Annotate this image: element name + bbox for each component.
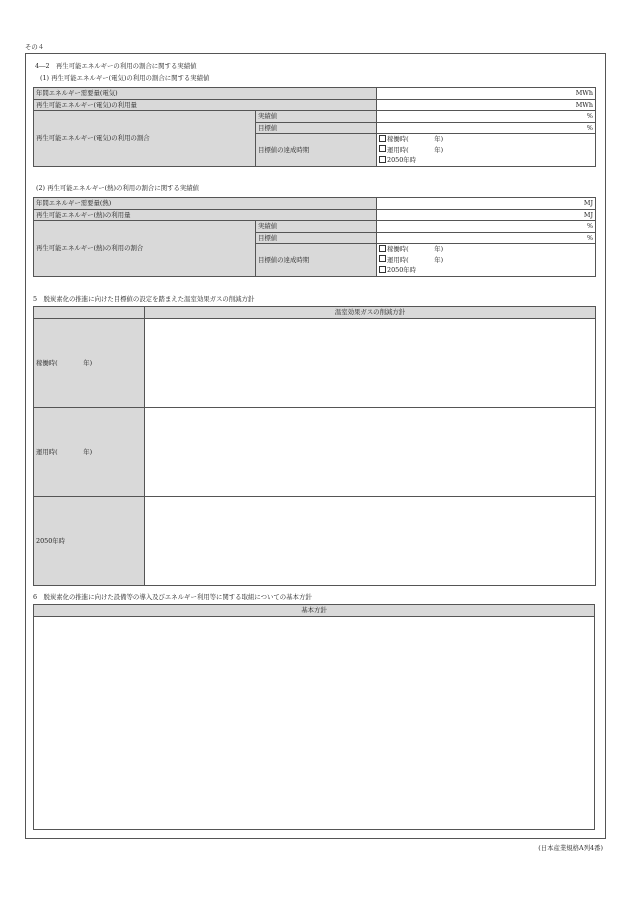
heat-renewable-unit: MJ — [583, 210, 594, 219]
elec-target-label: 目標値 — [256, 122, 377, 134]
elec-heading: (1) 再生可能エネルギー(電気)の利用の割合に関する実績値 — [40, 74, 210, 82]
section-5-title: 5 脱炭素化の推進に向けた目標値の設定を踏まえた温室効果ガスの削減方針 — [33, 295, 255, 303]
checkbox-icon — [379, 135, 386, 142]
elec-opt-2050[interactable]: 2050年時 — [377, 155, 596, 166]
elec-actual-value[interactable] — [377, 111, 596, 123]
heat-actual-pct: % — [586, 222, 594, 231]
elec-actual-pct: % — [586, 112, 593, 121]
elec-opt-use[interactable]: 運用時( 年) — [377, 145, 596, 156]
ghg-policy-table — [33, 306, 596, 586]
basic-policy-header: 基本方針 — [34, 605, 595, 617]
checkbox-icon — [379, 266, 386, 273]
checkbox-icon — [379, 245, 386, 252]
ghg-col-header: 温室効果ガスの削減方針 — [145, 307, 596, 319]
ghg-policy-2050[interactable] — [145, 496, 596, 585]
elec-timing-label: 目標値の達成時期 — [256, 134, 377, 167]
heat-opt-2050[interactable]: 2050年時 — [377, 265, 596, 276]
ghg-row-operation: 稼働時( 年) — [34, 318, 145, 407]
elec-demand-label: 年間エネルギー需要量(電気) — [34, 88, 377, 100]
elec-ratio-label: 再生可能エネルギー(電気)の利用の割合 — [34, 111, 256, 167]
basic-policy-field[interactable] — [34, 616, 595, 829]
heat-renewable-value[interactable] — [377, 209, 596, 221]
heat-actual-value[interactable] — [377, 221, 596, 233]
heat-opt-operation[interactable]: 稼働時( 年) — [377, 244, 596, 255]
heat-target-value[interactable] — [377, 232, 596, 244]
heat-actual-label: 実績値 — [256, 221, 377, 233]
section-4-2-title: 4―2 再生可能エネルギーの利用の割合に関する実績値 — [35, 62, 197, 70]
heat-demand-value[interactable] — [377, 198, 596, 210]
elec-opt-operation[interactable]: 稼働時( 年) — [377, 134, 596, 145]
checkbox-icon — [379, 145, 386, 152]
page-label: その４ — [25, 43, 45, 51]
ghg-row-2050: 2050年時 — [34, 496, 145, 585]
elec-renewable-label: 再生可能エネルギー(電気)の利用量 — [34, 99, 377, 111]
ghg-row-use: 運用時( 年) — [34, 407, 145, 496]
ghg-policy-use[interactable] — [145, 407, 596, 496]
ghg-policy-operation[interactable] — [145, 318, 596, 407]
elec-actual-label: 実績値 — [256, 111, 377, 123]
heat-demand-label: 年間エネルギー需要量(熱) — [34, 198, 377, 210]
heat-target-label: 目標値 — [256, 232, 377, 244]
heat-ratio-label: 再生可能エネルギー(熱)の利用の割合 — [34, 221, 256, 277]
heat-demand-unit: MJ — [583, 199, 594, 208]
heat-timing-label: 目標値の達成時期 — [256, 244, 377, 277]
heat-target-pct: % — [586, 233, 594, 242]
heat-table — [33, 197, 596, 277]
checkbox-icon — [379, 255, 386, 262]
heat-opt-use[interactable]: 運用時( 年) — [377, 255, 596, 266]
footer-note: (日本産業規格A列4番) — [538, 844, 603, 852]
heat-heading: (2) 再生可能エネルギー(熱)の利用の割合に関する実績値 — [36, 184, 200, 192]
heat-renewable-label: 再生可能エネルギー(熱)の利用量 — [34, 209, 377, 221]
elec-demand-unit: MWh — [575, 89, 593, 98]
elec-target-value[interactable] — [377, 122, 596, 134]
elec-target-pct: % — [586, 123, 593, 132]
basic-policy-table — [33, 604, 595, 830]
elec-demand-value[interactable] — [377, 88, 596, 100]
elec-renewable-unit: MWh — [575, 100, 593, 109]
elec-table — [33, 87, 596, 167]
section-6-title: 6 脱炭素化の推進に向けた設備等の導入及びエネルギー利用等に関する取組についての基本方針 — [33, 593, 312, 601]
checkbox-icon — [379, 156, 386, 163]
elec-renewable-value[interactable] — [377, 99, 596, 111]
ghg-corner — [34, 307, 145, 319]
